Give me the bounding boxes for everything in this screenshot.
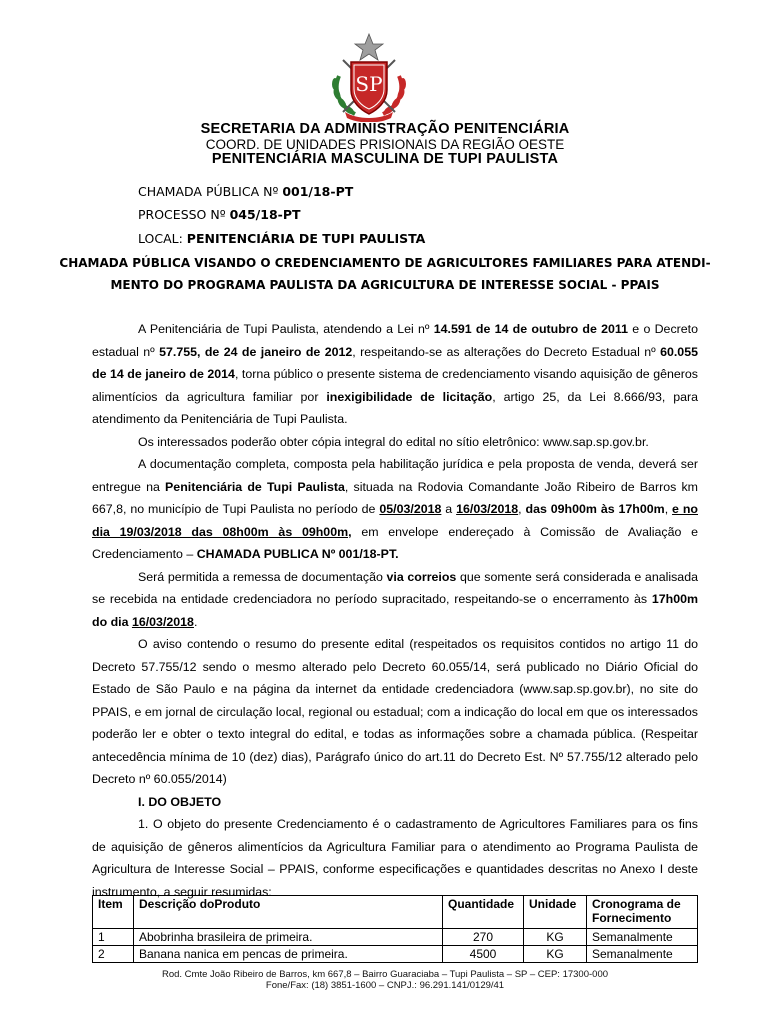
header-penitenciaria: PENITENCIÁRIA MASCULINA DE TUPI PAULISTA — [211, 151, 559, 167]
header-coordenadoria: COORD. DE UNIDADES PRISIONAIS DA REGIÃO OESTE — [205, 137, 565, 152]
document-body — [92, 318, 698, 903]
column-header-quantidade: Quantidade — [443, 896, 524, 929]
column-header-cronograma: Cronograma de Fornecimento — [587, 896, 698, 929]
chamada-line: CHAMADA PÚBLICA Nº 001/18-PT — [138, 184, 354, 199]
cell-cronograma: Semanalmente — [587, 929, 698, 946]
paragraph-objeto: 1. O objeto do presente Credenciamento é o cadastramento de Agricultores Familiares para os fins de aquisição de gêneros alimentícios da Agricultura Familiar para o atendimento ao Programa Paulista de Agricultura de Interesse Social – PPAIS, conforme especificações e quantidades descritas no Anexo I deste instrumento, a seguir resumidas: — [92, 817, 698, 899]
local-line: LOCAL: PENITENCIÁRIA DE TUPI PAULISTA — [138, 231, 426, 246]
paragraph-correios: Será permitida a remessa de documentação via correios que somente será considerada e analisada se recebida na entidade credenciadora no período supracitado, respeitando-se o encerramento às 17h00m do dia 16/03/2018. — [92, 569, 698, 629]
column-header-item: Item — [93, 896, 134, 929]
column-header-descricao: Descrição doProduto — [134, 896, 443, 929]
column-header-unidade: Unidade — [524, 896, 587, 929]
subject-line-2: MENTO DO PROGRAMA PAULISTA DA AGRICULTURA DE INTERESSE SOCIAL - PPAIS — [110, 278, 660, 292]
cell-unidade: KG — [524, 929, 587, 946]
table-row — [93, 946, 698, 963]
cell-quantidade: 4500 — [443, 946, 524, 963]
paragraph-aviso: O aviso contendo o resumo do presente edital (respeitados os requisitos contidos no artigo 11 do Decreto 57.755/12 sendo o mesmo alterado pelo Decreto 60.055/14, será publicado no Diário Oficial do Estado de São Paulo e na página da internet da entidade credenciadora (www.sap.sp.gov.br), no site do PPAIS, e em jornal de circulação local, regional ou estadual; com a indicação do local em que os interessados poderão ler e obter o texto integral do edital, e todas as informações sobre a chamada pública. (Respeitar antecedência mínima de 10 (dez) dias), Parágrafo único do art.11 do Decreto Est. Nº 57.755/12 alterado pelo Decreto nº 60.055/2014) — [92, 637, 698, 786]
processo-line: PROCESSO Nº 045/18-PT — [138, 207, 301, 222]
table-row — [93, 929, 698, 946]
paragraph-documentacao: A documentação completa, composta pela habilitação jurídica e pela proposta de venda, deverá ser entregue na Penitenciária de Tupi Paulista, situada na Rodovia Comandante João Ribeiro de Barros km 667,8, no município de Tupi Paulista no período de 05/03/2018 a 16/03/2018, das 09h00m às 17h00m, e no dia 19/03/2018 das 08h00m às 09h00m, em envelope endereçado à Comissão de Avaliação e Credenciamento – CHAMADA PUBLICA Nº 001/18-PT. — [92, 457, 698, 561]
sp-coat-of-arms-logo — [325, 32, 413, 122]
cell-unidade: KG — [524, 946, 587, 963]
paragraph-intro: A Penitenciária de Tupi Paulista, atendendo a Lei nº 14.591 de 14 de outubro de 2011 e o Decreto estadual nº 57.755, de 24 de janeiro de 2012, respeitando-se as alterações do Decreto Estadual nº 60.055 de 14 de janeiro de 2014, torna público o presente sistema de credenciamento visando aquisição de gêneros alimentícios da agricultura familiar por inexigibilidade de licitação, artigo 25, da Lei 8.666/93, para atendimento da Penitenciária de Tupi Paulista. — [92, 322, 699, 426]
cell-cronograma: Semanalmente — [587, 946, 698, 963]
footer-contact: Fone/Fax: (18) 3851-1600 – CNPJ.: 96.291.141/0129/41 — [265, 980, 505, 991]
product-table — [92, 895, 698, 963]
footer-address: Rod. Cmte João Ribeiro de Barros, km 667,8 – Bairro Guaraciaba – Tupi Paulista – SP – CEP: 17300-000 — [161, 969, 609, 980]
svg-text:SP: SP — [355, 72, 383, 96]
cell-quantidade: 270 — [443, 929, 524, 946]
cell-item: 2 — [93, 946, 134, 963]
paragraph-edital-site: Os interessados poderão obter cópia integral do edital no sítio eletrônico: www.sap.sp.gov.br. — [138, 434, 649, 449]
section-title-objeto: I. DO OBJETO — [138, 794, 222, 809]
cell-descricao: Banana nanica em pencas de primeira. — [134, 946, 443, 963]
table-header-row — [93, 896, 698, 929]
subject-line-1: CHAMADA PÚBLICA VISANDO O CREDENCIAMENTO DE AGRICULTORES FAMILIARES PARA ATENDI- — [59, 256, 711, 270]
cell-descricao: Abobrinha brasileira de primeira. — [134, 929, 443, 946]
cell-item: 1 — [93, 929, 134, 946]
header-secretaria: SECRETARIA DA ADMINISTRAÇÃO PENITENCIÁRIA — [200, 121, 570, 137]
